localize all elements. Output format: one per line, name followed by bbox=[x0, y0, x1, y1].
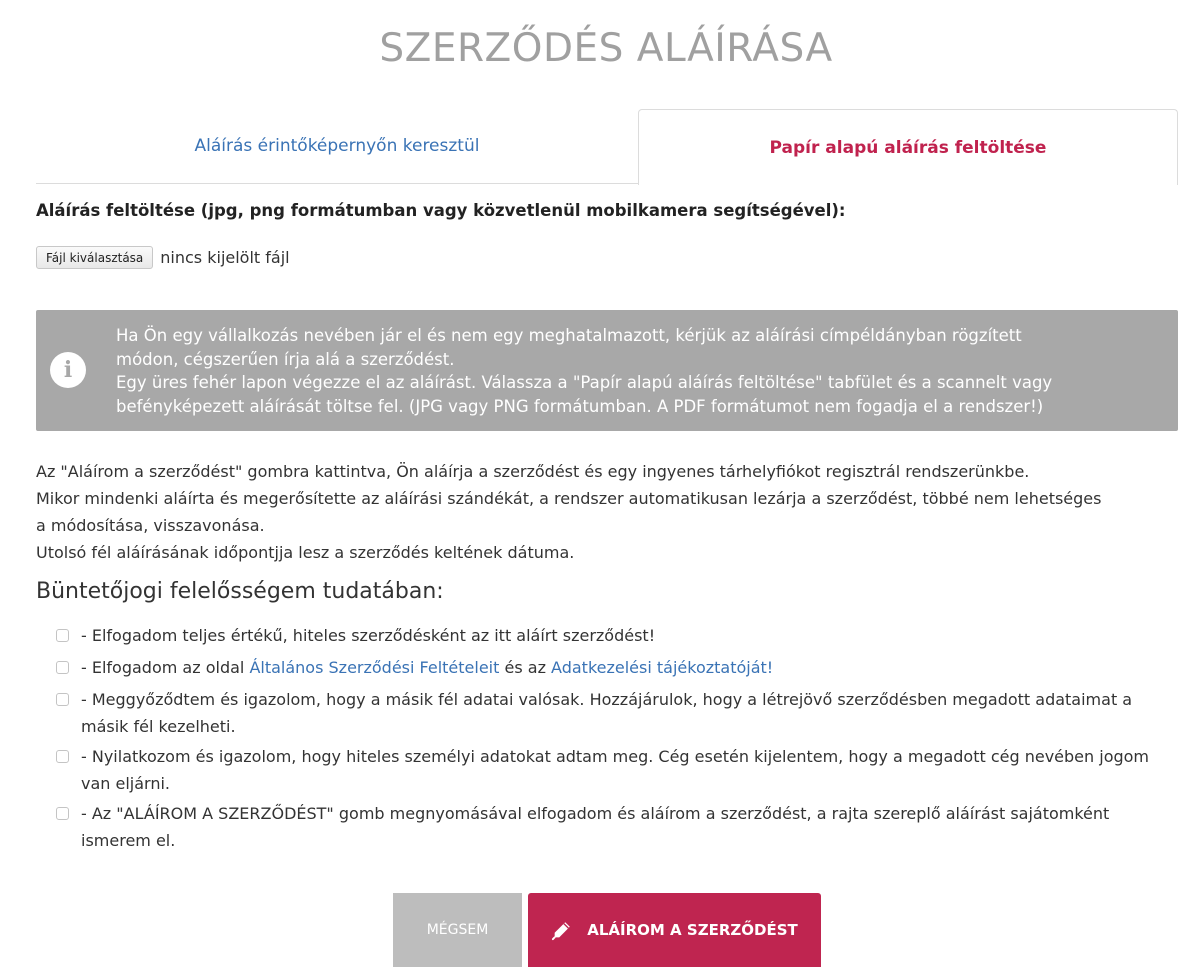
info-text bbox=[116, 324, 1166, 418]
declaration-item bbox=[56, 622, 1166, 649]
notice-line: Az "Aláírom a szerződést" gombra kattintva, Ön aláírja a szerződést és egy ingyenes tárhelyfiókot regisztrál rendszerünkbe. bbox=[36, 462, 1030, 481]
declaration-item bbox=[56, 654, 1166, 681]
file-status-text: nincs kijelölt fájl bbox=[160, 248, 290, 267]
declaration-checkbox[interactable] bbox=[56, 750, 69, 763]
privacy-policy-link[interactable]: Adatkezelési tájékoztatóját! bbox=[551, 658, 774, 677]
terms-link[interactable]: Általános Szerződési Feltételeit bbox=[249, 658, 500, 677]
declaration-text: - Nyilatkozom és igazolom, hogy hiteles személyi adatokat adtam meg. Cég esetén kijelentem, hogy a megadott cég nevében jogom van eljárni. bbox=[81, 747, 1150, 793]
declaration-checkbox[interactable] bbox=[56, 807, 69, 820]
declarations-list bbox=[56, 622, 1166, 857]
signing-notice bbox=[36, 458, 1176, 566]
pen-icon bbox=[551, 919, 573, 941]
tab-paper-signature-upload[interactable]: Papír alapú aláírás feltöltése bbox=[638, 109, 1178, 185]
declaration-text: - Meggyőződtem és igazolom, hogy a másik fél adatai valósak. Hozzájárulok, hogy a létrejövő szerződésben megadott adataimat a másik fél kezelheti. bbox=[81, 690, 1133, 736]
declaration-text: - Az "ALÁÍROM A SZERZŐDÉST" gomb megnyomásával elfogadom és aláírom a szerződést, a rajta szereplő aláírást sajátomként ismerem el. bbox=[81, 804, 1110, 850]
declarations-heading: Büntetőjogi felelősségem tudatában: bbox=[36, 579, 444, 604]
declaration-checkbox[interactable] bbox=[56, 629, 69, 642]
upload-label: Aláírás feltöltése (jpg, png formátumban vagy közvetlenül mobilkamera segítségével): bbox=[36, 201, 846, 220]
declaration-text-middle: és az bbox=[499, 658, 552, 677]
declaration-item bbox=[56, 743, 1166, 797]
info-box bbox=[36, 310, 1178, 431]
page-title: SZERZŐDÉS ALÁÍRÁSA bbox=[379, 26, 833, 71]
info-line: Egy üres fehér lapon végezze el az aláírást. Válassza a "Papír alapú aláírás feltöltése" tabfület és a scannelt vagy bbox=[116, 373, 1053, 392]
declaration-item bbox=[56, 800, 1166, 854]
sign-contract-label: ALÁÍROM A SZERZŐDÉST bbox=[587, 921, 798, 939]
declaration-checkbox[interactable] bbox=[56, 661, 69, 674]
file-upload-row bbox=[36, 246, 290, 269]
action-buttons bbox=[393, 893, 821, 967]
notice-line: a módosítása, visszavonása. bbox=[36, 516, 265, 535]
declaration-text-prefix: - Elfogadom az oldal bbox=[81, 658, 250, 677]
info-line: befényképezett aláírását töltse fel. (JPG vagy PNG formátumban. A PDF formátumot nem fogadja el a rendszer!) bbox=[116, 396, 1044, 416]
choose-file-button[interactable]: Fájl kiválasztása bbox=[36, 246, 153, 269]
cancel-button[interactable]: MÉGSEM bbox=[393, 893, 522, 967]
info-line: módon, cégszerűen írja alá a szerződést. bbox=[116, 349, 455, 369]
notice-line: Utolsó fél aláírásának időpontjja lesz a szerződés keltének dátuma. bbox=[36, 543, 575, 562]
tab-touchscreen-signature[interactable]: Aláírás érintőképernyőn keresztül bbox=[36, 109, 638, 184]
declaration-text: - Elfogadom teljes értékű, hiteles szerződésként az itt aláírt szerződést! bbox=[81, 626, 656, 645]
signature-method-tabs bbox=[36, 109, 1178, 185]
declaration-text bbox=[81, 654, 1166, 681]
declaration-item bbox=[56, 686, 1166, 740]
info-line: Ha Ön egy vállalkozás nevében jár el és nem egy meghatalmazott, kérjük az aláírási címpéldányban rögzített bbox=[116, 326, 1022, 345]
info-circle-icon: i bbox=[50, 352, 86, 388]
notice-line: Mikor mindenki aláírta és megerősítette az aláírási szándékát, a rendszer automatikusan lezárja a szerződést, többé nem lehetséges bbox=[36, 489, 1102, 508]
declaration-checkbox[interactable] bbox=[56, 693, 69, 706]
sign-contract-button[interactable] bbox=[528, 893, 821, 967]
